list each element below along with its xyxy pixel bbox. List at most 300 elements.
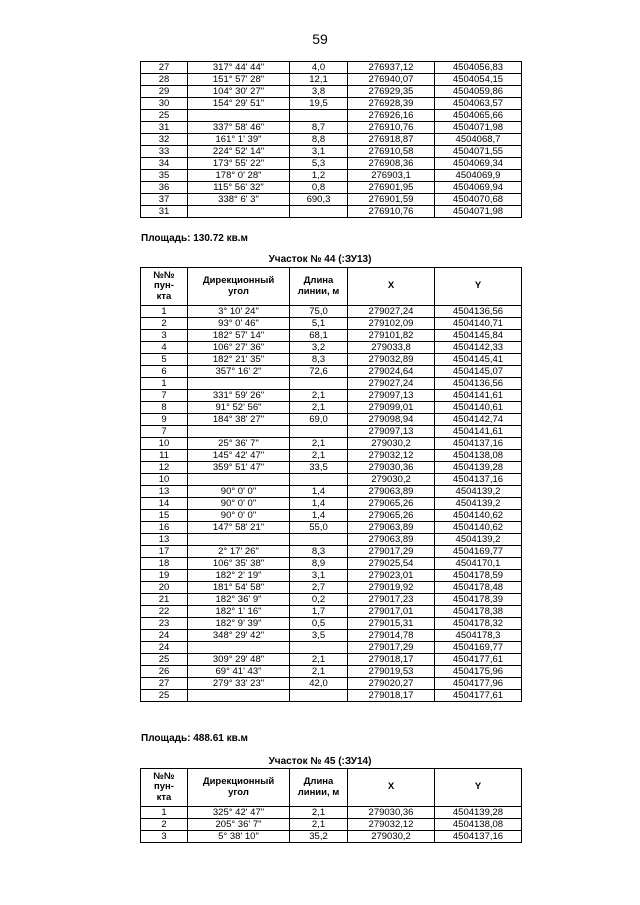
cell-x: 276908,36 bbox=[348, 158, 435, 170]
section-title-44: Участок № 44 (:ЗУ13) bbox=[268, 254, 372, 265]
cell-length: 72,6 bbox=[290, 366, 348, 378]
cell-angle: 182° 9' 39" bbox=[188, 618, 290, 630]
table-row bbox=[141, 510, 522, 522]
cell-length bbox=[290, 206, 348, 218]
cell-length: 2,1 bbox=[290, 819, 348, 831]
cell-x: 279033,8 bbox=[348, 342, 435, 354]
area-label-1: Площадь: 130.72 кв.м bbox=[141, 233, 248, 244]
cell-y: 4504139,2 bbox=[435, 534, 522, 546]
cell-angle: 182° 21' 35" bbox=[188, 354, 290, 366]
cell-y: 4504170,1 bbox=[435, 558, 522, 570]
cell-point: 2 bbox=[141, 819, 188, 831]
cell-length: 2,7 bbox=[290, 582, 348, 594]
header-point: №№ пун- кта bbox=[141, 769, 188, 807]
table-row bbox=[141, 654, 522, 666]
table-row bbox=[141, 582, 522, 594]
table-row bbox=[141, 642, 522, 654]
cell-x: 276940,07 bbox=[348, 74, 435, 86]
cell-y: 4504137,16 bbox=[435, 831, 522, 843]
table-row bbox=[141, 570, 522, 582]
cell-x: 279014,78 bbox=[348, 630, 435, 642]
cell-length: 8,7 bbox=[290, 122, 348, 134]
cell-point: 24 bbox=[141, 642, 188, 654]
cell-length: 1,4 bbox=[290, 486, 348, 498]
cell-point: 1 bbox=[141, 306, 188, 318]
cell-angle: 317° 44' 44" bbox=[188, 62, 290, 74]
cell-y: 4504178,48 bbox=[435, 582, 522, 594]
cell-angle bbox=[188, 534, 290, 546]
cell-length bbox=[290, 378, 348, 390]
cell-y: 4504140,71 bbox=[435, 318, 522, 330]
table-row bbox=[141, 110, 522, 122]
table-row bbox=[141, 831, 522, 843]
cell-length: 0,5 bbox=[290, 618, 348, 630]
cell-point: 34 bbox=[141, 158, 188, 170]
table-row bbox=[141, 618, 522, 630]
cell-point: 37 bbox=[141, 194, 188, 206]
cell-point: 10 bbox=[141, 438, 188, 450]
cell-length: 75,0 bbox=[290, 306, 348, 318]
cell-x: 279017,29 bbox=[348, 642, 435, 654]
table-row bbox=[141, 522, 522, 534]
cell-point: 3 bbox=[141, 330, 188, 342]
cell-y: 4504137,16 bbox=[435, 438, 522, 450]
cell-length: 3,2 bbox=[290, 342, 348, 354]
cell-point: 12 bbox=[141, 462, 188, 474]
cell-x: 279017,01 bbox=[348, 606, 435, 618]
cell-x: 279027,24 bbox=[348, 378, 435, 390]
cell-y: 4504071,55 bbox=[435, 146, 522, 158]
cell-x: 276928,39 bbox=[348, 98, 435, 110]
cell-point: 13 bbox=[141, 534, 188, 546]
table-row bbox=[141, 62, 522, 74]
coordinates-table-3 bbox=[140, 768, 522, 843]
cell-point: 19 bbox=[141, 570, 188, 582]
cell-angle bbox=[188, 474, 290, 486]
cell-angle: 182° 36' 9" bbox=[188, 594, 290, 606]
cell-x: 279101,82 bbox=[348, 330, 435, 342]
cell-point: 13 bbox=[141, 486, 188, 498]
cell-angle: 106° 35' 38" bbox=[188, 558, 290, 570]
cell-angle: 93° 0' 46" bbox=[188, 318, 290, 330]
table-row bbox=[141, 690, 522, 702]
cell-angle: 184° 38' 27" bbox=[188, 414, 290, 426]
cell-length: 3,5 bbox=[290, 630, 348, 642]
table-row bbox=[141, 354, 522, 366]
cell-angle: 147° 58' 21" bbox=[188, 522, 290, 534]
cell-length: 2,1 bbox=[290, 450, 348, 462]
cell-y: 4504141,61 bbox=[435, 390, 522, 402]
cell-angle: 161° 1' 39" bbox=[188, 134, 290, 146]
table-row bbox=[141, 206, 522, 218]
cell-y: 4504139,28 bbox=[435, 462, 522, 474]
cell-angle: 331° 59' 26" bbox=[188, 390, 290, 402]
cell-point: 25 bbox=[141, 690, 188, 702]
cell-angle bbox=[188, 690, 290, 702]
table-row bbox=[141, 666, 522, 678]
table-row bbox=[141, 450, 522, 462]
cell-x: 279027,24 bbox=[348, 306, 435, 318]
cell-y: 4504059,86 bbox=[435, 86, 522, 98]
table-row bbox=[141, 402, 522, 414]
table-row bbox=[141, 182, 522, 194]
cell-y: 4504054,15 bbox=[435, 74, 522, 86]
cell-angle: 25° 36' 7" bbox=[188, 438, 290, 450]
table-row bbox=[141, 486, 522, 498]
cell-x: 279017,23 bbox=[348, 594, 435, 606]
cell-y: 4504142,74 bbox=[435, 414, 522, 426]
cell-point: 36 bbox=[141, 182, 188, 194]
cell-x: 279025,54 bbox=[348, 558, 435, 570]
cell-y: 4504177,61 bbox=[435, 654, 522, 666]
cell-x: 279032,89 bbox=[348, 354, 435, 366]
cell-x: 276926,16 bbox=[348, 110, 435, 122]
cell-point: 32 bbox=[141, 134, 188, 146]
cell-angle: 182° 2' 19" bbox=[188, 570, 290, 582]
cell-x: 279063,89 bbox=[348, 534, 435, 546]
cell-length: 55,0 bbox=[290, 522, 348, 534]
cell-y: 4504138,08 bbox=[435, 450, 522, 462]
cell-y: 4504142,33 bbox=[435, 342, 522, 354]
cell-length bbox=[290, 474, 348, 486]
cell-length: 4,0 bbox=[290, 62, 348, 74]
coordinates-table-1 bbox=[140, 61, 522, 218]
cell-angle: 151° 57' 28" bbox=[188, 74, 290, 86]
cell-y: 4504063,57 bbox=[435, 98, 522, 110]
cell-x: 279063,89 bbox=[348, 522, 435, 534]
cell-point: 25 bbox=[141, 654, 188, 666]
table-row bbox=[141, 86, 522, 98]
cell-angle bbox=[188, 426, 290, 438]
cell-angle: 325° 42' 47" bbox=[188, 807, 290, 819]
cell-length bbox=[290, 690, 348, 702]
cell-length: 35,2 bbox=[290, 831, 348, 843]
cell-x: 279065,26 bbox=[348, 498, 435, 510]
cell-length: 42,0 bbox=[290, 678, 348, 690]
table-row bbox=[141, 330, 522, 342]
cell-y: 4504071,98 bbox=[435, 122, 522, 134]
header-angle: Дирекционный угол bbox=[188, 769, 290, 807]
cell-x: 279030,2 bbox=[348, 474, 435, 486]
cell-y: 4504169,77 bbox=[435, 642, 522, 654]
cell-angle: 90° 0' 0" bbox=[188, 510, 290, 522]
cell-angle: 337° 58' 46" bbox=[188, 122, 290, 134]
table-row bbox=[141, 606, 522, 618]
table-header-row bbox=[141, 268, 522, 306]
cell-y: 4504178,32 bbox=[435, 618, 522, 630]
cell-x: 279097,13 bbox=[348, 426, 435, 438]
cell-angle: 359° 51' 47" bbox=[188, 462, 290, 474]
cell-angle: 205° 36' 7" bbox=[188, 819, 290, 831]
header-angle: Дирекционный угол bbox=[188, 268, 290, 306]
cell-angle bbox=[188, 110, 290, 122]
cell-angle: 5° 38' 10" bbox=[188, 831, 290, 843]
table-header-row bbox=[141, 769, 522, 807]
cell-length: 33,5 bbox=[290, 462, 348, 474]
cell-length: 1,7 bbox=[290, 606, 348, 618]
cell-y: 4504141,61 bbox=[435, 426, 522, 438]
page-number: 59 bbox=[312, 31, 328, 47]
table-row bbox=[141, 122, 522, 134]
cell-y: 4504169,77 bbox=[435, 546, 522, 558]
cell-point: 4 bbox=[141, 342, 188, 354]
cell-x: 276910,58 bbox=[348, 146, 435, 158]
table-row bbox=[141, 146, 522, 158]
cell-x: 279030,2 bbox=[348, 438, 435, 450]
cell-point: 24 bbox=[141, 630, 188, 642]
cell-angle: 2° 17' 26" bbox=[188, 546, 290, 558]
cell-y: 4504178,59 bbox=[435, 570, 522, 582]
cell-x: 279099,01 bbox=[348, 402, 435, 414]
cell-point: 26 bbox=[141, 666, 188, 678]
cell-x: 279030,2 bbox=[348, 831, 435, 843]
cell-angle: 348° 29' 42" bbox=[188, 630, 290, 642]
table-row bbox=[141, 342, 522, 354]
cell-point: 7 bbox=[141, 390, 188, 402]
cell-length: 5,1 bbox=[290, 318, 348, 330]
cell-length: 68,1 bbox=[290, 330, 348, 342]
table-row bbox=[141, 462, 522, 474]
cell-point: 18 bbox=[141, 558, 188, 570]
table-row bbox=[141, 630, 522, 642]
cell-y: 4504069,34 bbox=[435, 158, 522, 170]
table-row bbox=[141, 414, 522, 426]
cell-length bbox=[290, 534, 348, 546]
cell-y: 4504178,38 bbox=[435, 606, 522, 618]
cell-y: 4504068,7 bbox=[435, 134, 522, 146]
table-row bbox=[141, 390, 522, 402]
cell-point: 7 bbox=[141, 426, 188, 438]
cell-y: 4504065,66 bbox=[435, 110, 522, 122]
cell-point: 5 bbox=[141, 354, 188, 366]
cell-length: 8,3 bbox=[290, 354, 348, 366]
cell-y: 4504139,28 bbox=[435, 807, 522, 819]
cell-angle: 104° 30' 27" bbox=[188, 86, 290, 98]
cell-length: 2,1 bbox=[290, 807, 348, 819]
cell-length: 69,0 bbox=[290, 414, 348, 426]
area-label-2: Площадь: 488.61 кв.м bbox=[141, 733, 248, 744]
cell-y: 4504145,07 bbox=[435, 366, 522, 378]
cell-length: 19,5 bbox=[290, 98, 348, 110]
cell-length: 3,1 bbox=[290, 146, 348, 158]
cell-y: 4504140,62 bbox=[435, 522, 522, 534]
cell-x: 276929,35 bbox=[348, 86, 435, 98]
cell-length bbox=[290, 426, 348, 438]
cell-point: 33 bbox=[141, 146, 188, 158]
header-x: X bbox=[348, 769, 435, 807]
cell-length: 2,1 bbox=[290, 402, 348, 414]
table-row bbox=[141, 98, 522, 110]
cell-x: 279102,09 bbox=[348, 318, 435, 330]
cell-y: 4504178,3 bbox=[435, 630, 522, 642]
table-row bbox=[141, 366, 522, 378]
cell-x: 279030,36 bbox=[348, 807, 435, 819]
cell-angle: 173° 55' 22" bbox=[188, 158, 290, 170]
cell-angle: 182° 57' 14" bbox=[188, 330, 290, 342]
table-row bbox=[141, 74, 522, 86]
cell-y: 4504069,94 bbox=[435, 182, 522, 194]
cell-point: 10 bbox=[141, 474, 188, 486]
table-row bbox=[141, 158, 522, 170]
cell-length: 2,1 bbox=[290, 438, 348, 450]
cell-point: 2 bbox=[141, 318, 188, 330]
cell-length: 3,8 bbox=[290, 86, 348, 98]
cell-x: 279024,64 bbox=[348, 366, 435, 378]
cell-length: 1,4 bbox=[290, 510, 348, 522]
cell-angle: 338° 6' 3" bbox=[188, 194, 290, 206]
cell-point: 22 bbox=[141, 606, 188, 618]
cell-point: 35 bbox=[141, 170, 188, 182]
cell-y: 4504145,84 bbox=[435, 330, 522, 342]
cell-angle: 69° 41' 43" bbox=[188, 666, 290, 678]
cell-length: 0,2 bbox=[290, 594, 348, 606]
cell-length: 5,3 bbox=[290, 158, 348, 170]
cell-angle: 106° 27' 36" bbox=[188, 342, 290, 354]
cell-x: 276937,12 bbox=[348, 62, 435, 74]
cell-y: 4504140,62 bbox=[435, 510, 522, 522]
cell-point: 31 bbox=[141, 122, 188, 134]
cell-y: 4504139,2 bbox=[435, 486, 522, 498]
cell-angle: 181° 54' 58" bbox=[188, 582, 290, 594]
cell-point: 6 bbox=[141, 366, 188, 378]
cell-y: 4504137,16 bbox=[435, 474, 522, 486]
table-row bbox=[141, 426, 522, 438]
cell-x: 279065,26 bbox=[348, 510, 435, 522]
table-row bbox=[141, 306, 522, 318]
cell-x: 276910,76 bbox=[348, 206, 435, 218]
cell-point: 15 bbox=[141, 510, 188, 522]
cell-x: 276903,1 bbox=[348, 170, 435, 182]
cell-length: 0,8 bbox=[290, 182, 348, 194]
cell-point: 1 bbox=[141, 807, 188, 819]
table-row bbox=[141, 558, 522, 570]
cell-length: 1,4 bbox=[290, 498, 348, 510]
table-row bbox=[141, 438, 522, 450]
cell-angle bbox=[188, 642, 290, 654]
cell-point: 14 bbox=[141, 498, 188, 510]
cell-y: 4504175,96 bbox=[435, 666, 522, 678]
cell-y: 4504056,83 bbox=[435, 62, 522, 74]
section-title-45: Участок № 45 (:ЗУ14) bbox=[268, 756, 372, 767]
cell-angle: 309° 29' 48" bbox=[188, 654, 290, 666]
cell-y: 4504138,08 bbox=[435, 819, 522, 831]
cell-point: 27 bbox=[141, 62, 188, 74]
cell-angle: 154° 29' 51" bbox=[188, 98, 290, 110]
cell-x: 279019,53 bbox=[348, 666, 435, 678]
cell-y: 4504070,68 bbox=[435, 194, 522, 206]
cell-point: 16 bbox=[141, 522, 188, 534]
header-y: Y bbox=[435, 268, 522, 306]
cell-angle: 182° 1' 16" bbox=[188, 606, 290, 618]
cell-point: 31 bbox=[141, 206, 188, 218]
cell-angle: 145° 42' 47" bbox=[188, 450, 290, 462]
cell-x: 279030,36 bbox=[348, 462, 435, 474]
cell-x: 279015,31 bbox=[348, 618, 435, 630]
cell-x: 279032,12 bbox=[348, 450, 435, 462]
cell-y: 4504139,2 bbox=[435, 498, 522, 510]
header-length: Длина линии, м bbox=[290, 769, 348, 807]
table-row bbox=[141, 534, 522, 546]
cell-y: 4504177,61 bbox=[435, 690, 522, 702]
cell-length: 8,9 bbox=[290, 558, 348, 570]
cell-length: 1,2 bbox=[290, 170, 348, 182]
cell-angle: 90° 0' 0" bbox=[188, 498, 290, 510]
cell-length: 2,1 bbox=[290, 654, 348, 666]
cell-length: 690,3 bbox=[290, 194, 348, 206]
header-point: №№ пун- кта bbox=[141, 268, 188, 306]
cell-length: 8,3 bbox=[290, 546, 348, 558]
cell-point: 28 bbox=[141, 74, 188, 86]
coordinates-table-2 bbox=[140, 267, 522, 702]
cell-y: 4504178,39 bbox=[435, 594, 522, 606]
cell-angle: 357° 16' 2" bbox=[188, 366, 290, 378]
table-row bbox=[141, 170, 522, 182]
cell-length bbox=[290, 642, 348, 654]
cell-point: 20 bbox=[141, 582, 188, 594]
header-length: Длина линии, м bbox=[290, 268, 348, 306]
table-row bbox=[141, 378, 522, 390]
cell-x: 276901,59 bbox=[348, 194, 435, 206]
cell-x: 279098,94 bbox=[348, 414, 435, 426]
cell-angle: 279° 33' 23" bbox=[188, 678, 290, 690]
cell-angle bbox=[188, 378, 290, 390]
table-row bbox=[141, 194, 522, 206]
cell-angle: 91° 52' 56" bbox=[188, 402, 290, 414]
cell-point: 1 bbox=[141, 378, 188, 390]
cell-y: 4504136,56 bbox=[435, 306, 522, 318]
cell-y: 4504071,98 bbox=[435, 206, 522, 218]
table-row bbox=[141, 318, 522, 330]
cell-x: 279017,29 bbox=[348, 546, 435, 558]
cell-point: 11 bbox=[141, 450, 188, 462]
table-row bbox=[141, 819, 522, 831]
table-row bbox=[141, 134, 522, 146]
cell-point: 8 bbox=[141, 402, 188, 414]
cell-point: 17 bbox=[141, 546, 188, 558]
cell-length: 2,1 bbox=[290, 666, 348, 678]
cell-x: 279023,01 bbox=[348, 570, 435, 582]
cell-angle: 178° 0' 28" bbox=[188, 170, 290, 182]
cell-point: 21 bbox=[141, 594, 188, 606]
cell-x: 279032,12 bbox=[348, 819, 435, 831]
cell-y: 4504140,61 bbox=[435, 402, 522, 414]
cell-length: 8,8 bbox=[290, 134, 348, 146]
cell-x: 279063,89 bbox=[348, 486, 435, 498]
cell-angle: 224° 52' 14" bbox=[188, 146, 290, 158]
cell-x: 279019,92 bbox=[348, 582, 435, 594]
cell-angle: 115° 56' 32" bbox=[188, 182, 290, 194]
header-x: X bbox=[348, 268, 435, 306]
cell-angle: 90° 0' 0" bbox=[188, 486, 290, 498]
cell-y: 4504136,56 bbox=[435, 378, 522, 390]
cell-x: 276901,95 bbox=[348, 182, 435, 194]
cell-point: 30 bbox=[141, 98, 188, 110]
cell-y: 4504177,96 bbox=[435, 678, 522, 690]
cell-length: 3,1 bbox=[290, 570, 348, 582]
cell-point: 23 bbox=[141, 618, 188, 630]
cell-x: 279097,13 bbox=[348, 390, 435, 402]
cell-point: 3 bbox=[141, 831, 188, 843]
table-row bbox=[141, 546, 522, 558]
table-row bbox=[141, 807, 522, 819]
table-row bbox=[141, 498, 522, 510]
cell-length: 12,1 bbox=[290, 74, 348, 86]
cell-x: 279020,27 bbox=[348, 678, 435, 690]
table-row bbox=[141, 474, 522, 486]
cell-x: 279018,17 bbox=[348, 690, 435, 702]
table-row bbox=[141, 678, 522, 690]
cell-x: 276910,76 bbox=[348, 122, 435, 134]
